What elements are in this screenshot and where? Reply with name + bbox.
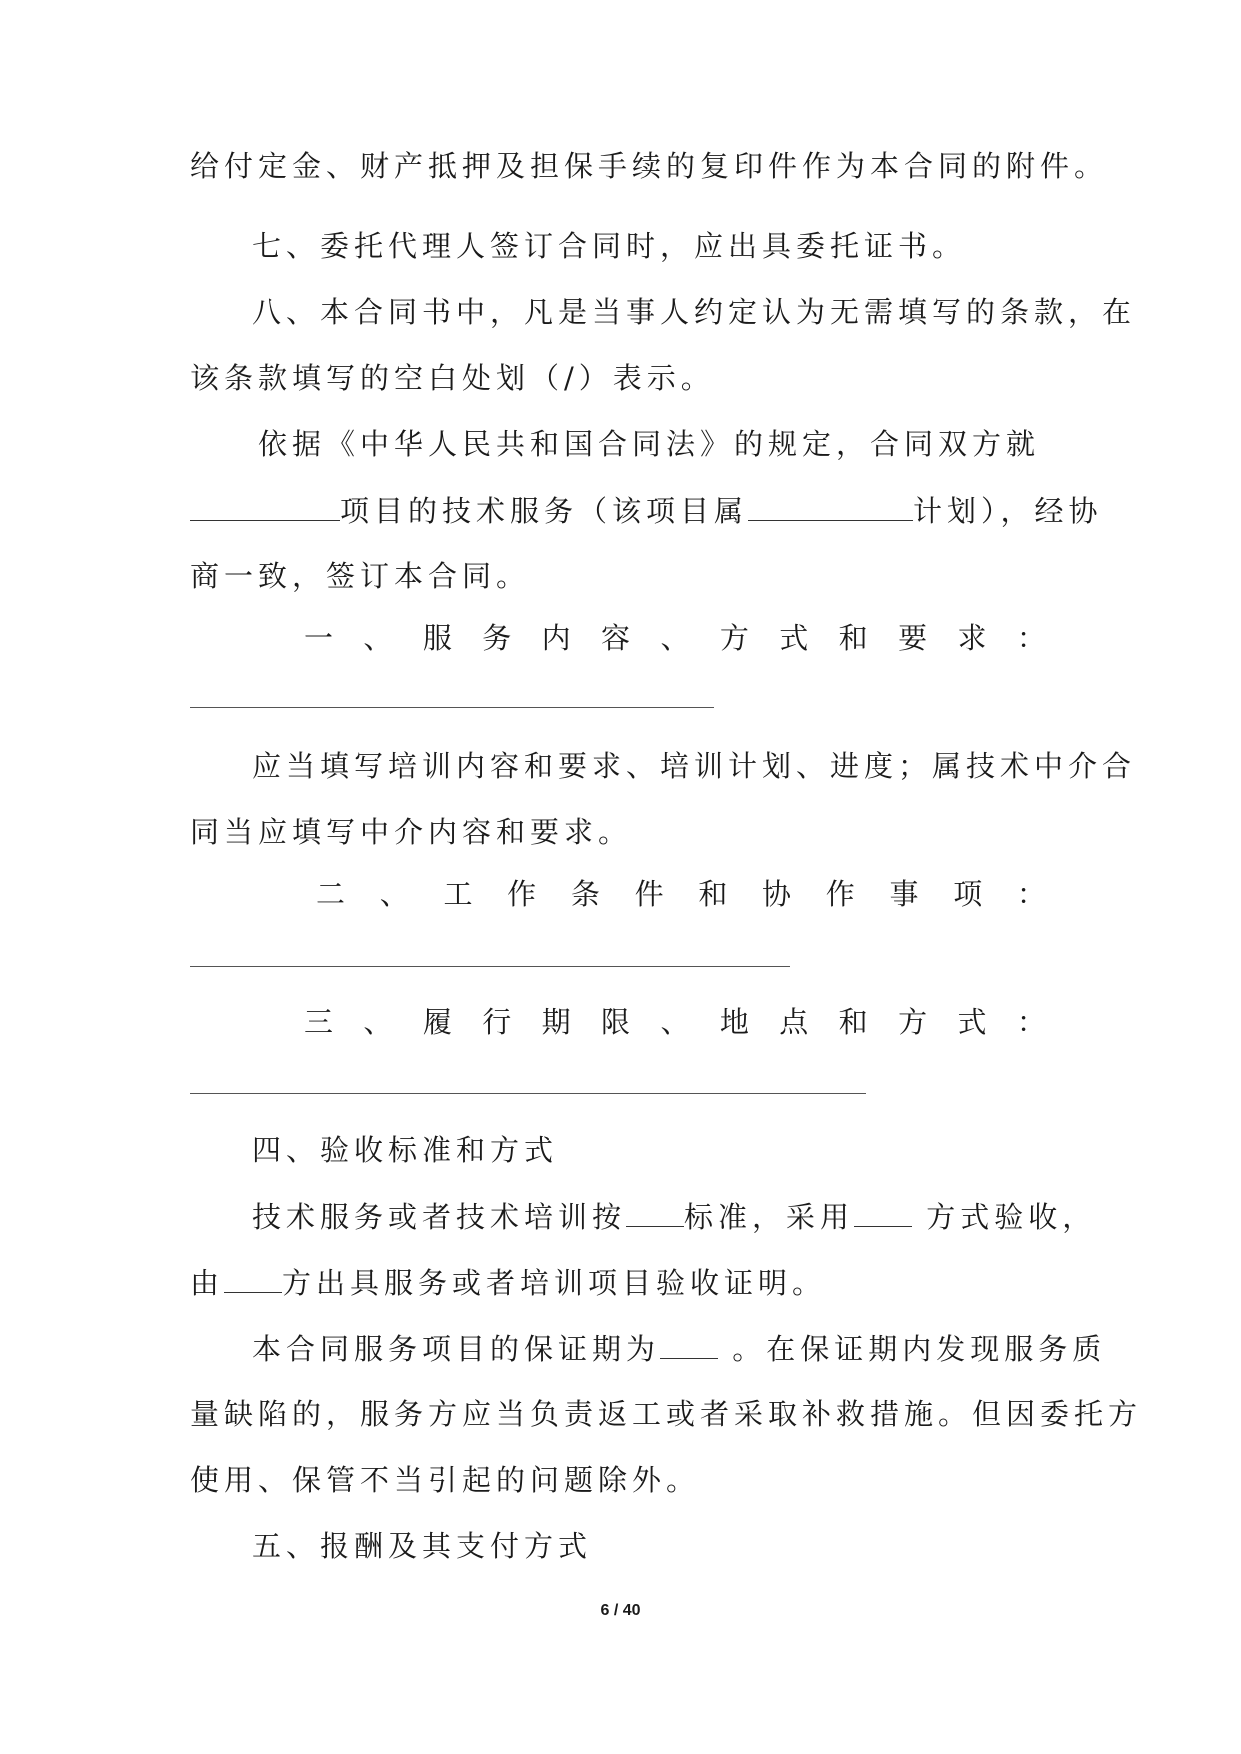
page-number: 6 / 40 (600, 1602, 641, 1619)
paragraph-line: 使用、保管不当引起的问题除外。 (190, 1463, 701, 1497)
clause-eight: 八、本合同书中，凡是当事人约定认为无需填写的条款，在 (252, 295, 1137, 329)
blank-standard[interactable] (626, 1202, 684, 1227)
blank-party[interactable] (224, 1268, 282, 1293)
paragraph-line: 给付定金、财产抵押及担保手续的复印件作为本合同的附件。 (190, 149, 1109, 183)
paragraph-line: 应当填写培训内容和要求、培训计划、进度；属技术中介合 (252, 749, 1137, 783)
acceptance-line: 由 方出具服务或者培训项目验收证明。 (190, 1266, 827, 1300)
preamble-line: 依据《中华人民共和国合同法》的规定，合同双方就 (258, 427, 1041, 461)
section-five-heading: 五、报酬及其支付方式 (252, 1529, 593, 1563)
preamble-line-blanks: 项目的技术服务（该项目属 计划），经协 (190, 496, 1103, 526)
section-three-heading: 三 、 履 行 期 限 、 地 点 和 方 式 ： (304, 1005, 1051, 1039)
paragraph-line: 商一致，签订本合同。 (190, 559, 531, 593)
blank-warranty-period[interactable] (660, 1334, 718, 1359)
paragraph-line: 同当应填写中介内容和要求。 (190, 815, 633, 849)
section-two-heading: 二 、 工 作 条 件 和 协 作 事 项 ： (316, 877, 1051, 911)
section-four-heading: 四、验收标准和方式 (252, 1133, 559, 1167)
blank-project-name[interactable] (190, 496, 340, 521)
paragraph-line: 量缺陷的，服务方应当负责返工或者采取补救措施。但因委托方 (190, 1397, 1143, 1431)
section-one-heading: 一 、 服 务 内 容 、 方 式 和 要 求 ： (304, 621, 1051, 655)
fill-line[interactable] (190, 966, 790, 967)
paragraph-line: 该条款填写的空白处划（/）表示。 (190, 361, 715, 395)
clause-seven: 七、委托代理人签订合同时，应出具委托证书。 (252, 229, 967, 263)
warranty-line: 本合同服务项目的保证期为 。在保证期内发现服务质 (252, 1332, 1107, 1366)
acceptance-line: 技术服务或者技术培训按 标准，采用 方式验收， (252, 1200, 1097, 1234)
blank-plan-name[interactable] (748, 496, 913, 521)
fill-line[interactable] (190, 1093, 866, 1094)
blank-method[interactable] (854, 1202, 912, 1227)
fill-line[interactable] (190, 707, 714, 708)
